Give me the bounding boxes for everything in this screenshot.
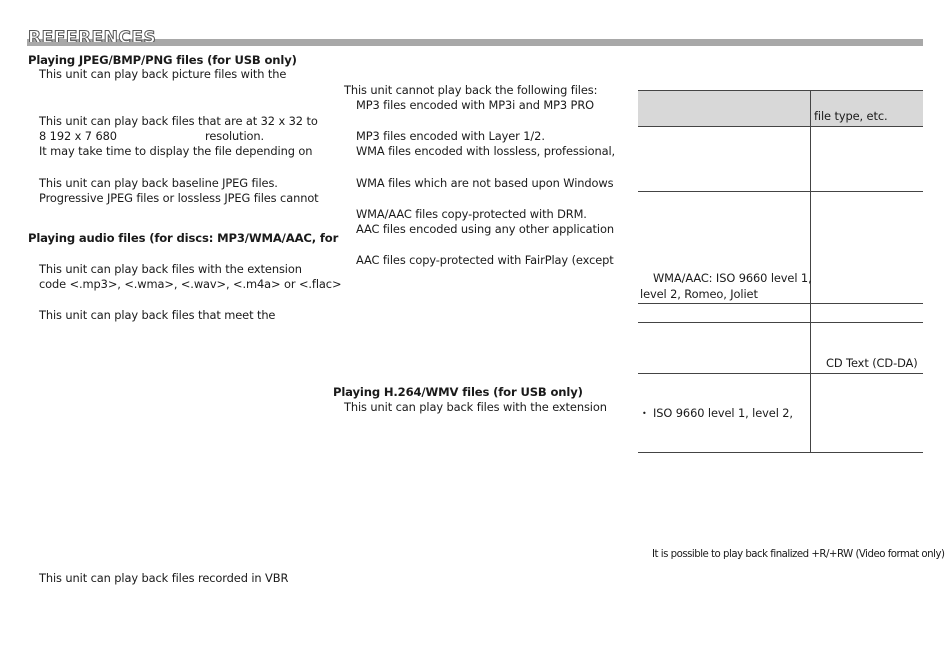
table-rule [638,90,923,91]
table-rule [638,126,923,127]
table-wma-aac-line-1: WMA/AAC: ISO 9660 level 1, [653,271,812,285]
cannot-line-4: WMA files encoded with lossless, professional, [356,144,616,158]
cannot-line-6: WMA/AAC files copy-protected with DRM. [356,207,587,221]
audio-heading: Playing audio files (for discs: MP3/WMA/AAC, for [28,231,339,245]
jpeg-line-7: Progressive JPEG files or lossless JPEG files cannot [39,191,319,205]
jpeg-line-5: It may take time to display the file depending on [39,144,313,158]
jpeg-line-2: This unit can play back files that are at 32 x 32 to [39,114,318,128]
jpeg-line-3: 8 192 x 7 680 [39,129,117,143]
jpeg-line-6: This unit can play back baseline JPEG files. [39,176,278,190]
jpeg-line-4: resolution. [205,129,265,143]
table-rule [638,322,923,323]
cannot-line-3: MP3 files encoded with Layer 1/2. [356,129,545,143]
table-rule [638,303,923,304]
cannot-line-1: This unit cannot play back the following files: [344,83,598,97]
audio-line-1: This unit can play back files with the extension [39,262,302,276]
cannot-line-5: WMA files which are not based upon Windows [356,176,614,190]
audio-line-4: This unit can play back files recorded in VBR [39,571,289,585]
section-bar [27,39,923,46]
h264-line-1: This unit can play back files with the extension [344,400,607,414]
table-wma-aac-line-2: level 2, Romeo, Joliet [640,287,758,301]
table-iso-text: ISO 9660 level 1, level 2, [653,406,793,420]
audio-line-3: This unit can play back files that meet the [39,308,276,322]
jpeg-heading: Playing JPEG/BMP/PNG files (for USB only) [28,53,297,67]
jpeg-line-1: This unit can play back picture files with the [39,67,287,81]
table-rule [638,452,923,453]
h264-heading: Playing H.264/WMV files (for USB only) [333,385,583,399]
cannot-line-8: AAC files copy-protected with FairPlay (except [356,253,614,267]
table-rule [638,373,923,374]
audio-line-2: code <.mp3>, <.wma>, <.wav>, <.m4a> or <.flac> [39,277,342,291]
cannot-line-2: MP3 files encoded with MP3i and MP3 PRO [356,98,594,112]
table-cd-text: CD Text (CD-DA) [826,356,918,370]
cannot-line-7: AAC files encoded using any other application [356,222,614,236]
section-label: REFERENCES [28,28,157,42]
table-bullet: • [642,409,647,418]
table-head-right: file type, etc. [814,109,888,123]
table-rule [638,191,923,192]
footnote: It is possible to play back finalized +R/+RW (Video format only) [652,549,945,560]
